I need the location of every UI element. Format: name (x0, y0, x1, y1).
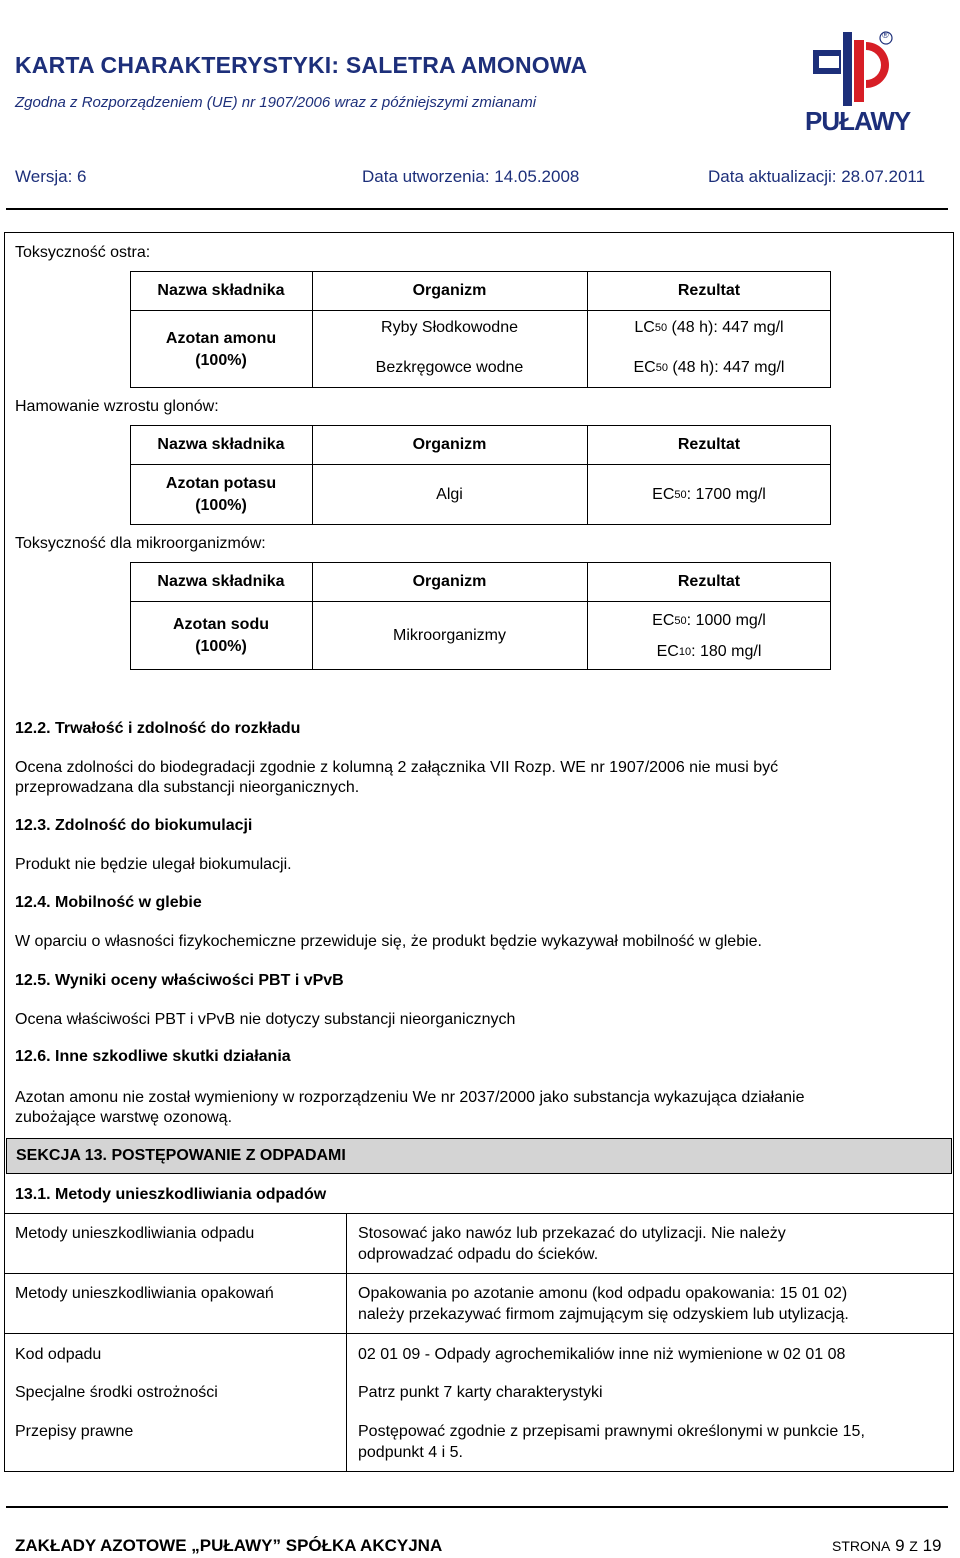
section-12-5-title: 12.5. Wyniki oceny właściwości PBT i vPvB (15, 972, 344, 989)
component-percent: (100%) (195, 497, 247, 514)
section-12-6-text: Azotan amonu nie został wymieniony w rozporządzeniu We nr 2037/2000 jako substancja wykazująca działanie zubożające warstwę ozonową. (15, 1089, 805, 1126)
disposal-row-value: Opakowania po azotanie amonu (kod odpadu opakowania: 15 01 02) należy przekazywać firmom zajmującym się odzyskiem lub utylizacją. (358, 1285, 849, 1323)
component-name: Azotan amonu (165, 329, 277, 347)
header-result: Rezultat (677, 436, 741, 453)
section-12-2-title: 12.2. Trwałość i zdolność do rozkładu (15, 720, 301, 737)
header-result: Rezultat (677, 573, 741, 590)
logo-registered-mark: ® (882, 30, 889, 40)
section-12-2-text: Ocena zdolności do biodegradacji zgodnie z kolumną 2 załącznika VII Rozp. WE nr 1907/2006 nie musi być przeprowadzana dla substancji nieorganicznych. (15, 759, 779, 796)
result-cell: EC 50 : 1700 mg/l (652, 486, 766, 503)
result-cell: LC 50 (48 h): 447 mg/l (634, 319, 784, 336)
result-cell: EC 50 : 1000 mg/l (652, 612, 766, 629)
component-percent: (100%) (195, 638, 247, 655)
section-12-3-title: 12.3. Zdolność do biokumulacji (15, 817, 253, 834)
header-organism: Organizm (412, 573, 487, 590)
page-number: STRONA 9 Z 19 (832, 1536, 942, 1555)
header-result: Rezultat (677, 282, 741, 299)
logo-wordmark: PUŁAWY (805, 106, 911, 136)
footer-company: ZAKŁADY AZOTOWE „PUŁAWY” SPÓŁKA AKCYJNA (15, 1536, 443, 1555)
component-percent: (100%) (195, 351, 247, 369)
disposal-row-value: 02 01 09 - Odpady agrochemikaliów inne niż wymienione w 02 01 08 (358, 1346, 846, 1363)
disposal-row-label: Metody unieszkodliwiania opakowań (15, 1285, 274, 1302)
disposal-row-value: Stosować jako nawóz lub przekazać do utylizacji. Nie należy odprowadzać odpadu do ścieków. (358, 1225, 786, 1263)
section-12-4-title: 12.4. Mobilność w glebie (15, 894, 202, 911)
regulation-subtitle: Zgodna z Rozporządzeniem (UE) nr 1907/2006 wraz z późniejszymi zmianami (15, 94, 537, 111)
pulawy-logo (805, 28, 911, 136)
organism-cell: Ryby Słodkowodne (381, 319, 518, 336)
organism-cell: Bezkręgowce wodne (375, 359, 524, 376)
section-12-5-text: Ocena właściwości PBT i vPvB nie dotyczy substancji nieorganicznych (15, 1011, 516, 1028)
document-title: KARTA CHARAKTERYSTYKI: SALETRA AMONOWA (15, 52, 588, 78)
disposal-row-value: Postępować zgodnie z przepisami prawnymi określonymi w punkcie 15, podpunkt 4 i 5. (358, 1423, 865, 1461)
component-cell (130, 602, 312, 670)
header-component: Nazwa składnika (157, 436, 285, 453)
section-13-header: SEKCJA 13. POSTĘPOWANIE Z ODPADAMI (6, 1138, 952, 1174)
footer-divider (6, 1506, 948, 1508)
organism-cell: Mikroorganizmy (393, 627, 506, 644)
header-divider (6, 208, 948, 210)
disposal-row-label: Specjalne środki ostrożności (15, 1384, 218, 1401)
component-cell (130, 465, 312, 525)
section-13-1-title: 13.1. Metody unieszkodliwiania odpadów (15, 1186, 327, 1203)
result-cell: EC 10 : 180 mg/l (656, 643, 762, 660)
organism-cell: Algi (436, 486, 463, 503)
disposal-row-label: Przepisy prawne (15, 1423, 134, 1440)
component-name: Azotan potasu (165, 475, 277, 492)
update-date: Data aktualizacji: 28.07.2011 (708, 167, 926, 186)
disposal-row-label: Metody unieszkodliwiania odpadu (15, 1225, 255, 1242)
result-cell: EC 50 (48 h): 447 mg/l (633, 359, 785, 376)
section-12-6-title: 12.6. Inne szkodliwe skutki działania (15, 1048, 291, 1065)
disposal-row-value: Patrz punkt 7 karty charakterystyki (358, 1384, 603, 1401)
section-12-4-text: W oparciu o własności fizykochemiczne przewiduje się, że produkt będzie wykazywał mobilność w glebie. (15, 933, 762, 950)
creation-date: Data utworzenia: 14.05.2008 (362, 167, 580, 186)
component-name: Azotan sodu (173, 616, 269, 633)
disposal-row-label: Kod odpadu (15, 1346, 102, 1363)
algae-growth-label: Hamowanie wzrostu glonów: (15, 398, 219, 415)
version-label: Wersja: 6 (15, 167, 87, 186)
pulawy-emblem-icon (805, 28, 905, 108)
header-component: Nazwa składnika (157, 282, 285, 299)
section-12-3-text: Produkt nie będzie ulegał biokumulacji. (15, 856, 292, 873)
component-cell (130, 311, 312, 388)
header-component: Nazwa składnika (157, 573, 285, 590)
microorganism-toxicity-label: Toksyczność dla mikroorganizmów: (15, 535, 266, 552)
header-organism: Organizm (412, 282, 487, 299)
header-organism: Organizm (412, 436, 487, 453)
acute-toxicity-label: Toksyczność ostra: (15, 244, 151, 261)
